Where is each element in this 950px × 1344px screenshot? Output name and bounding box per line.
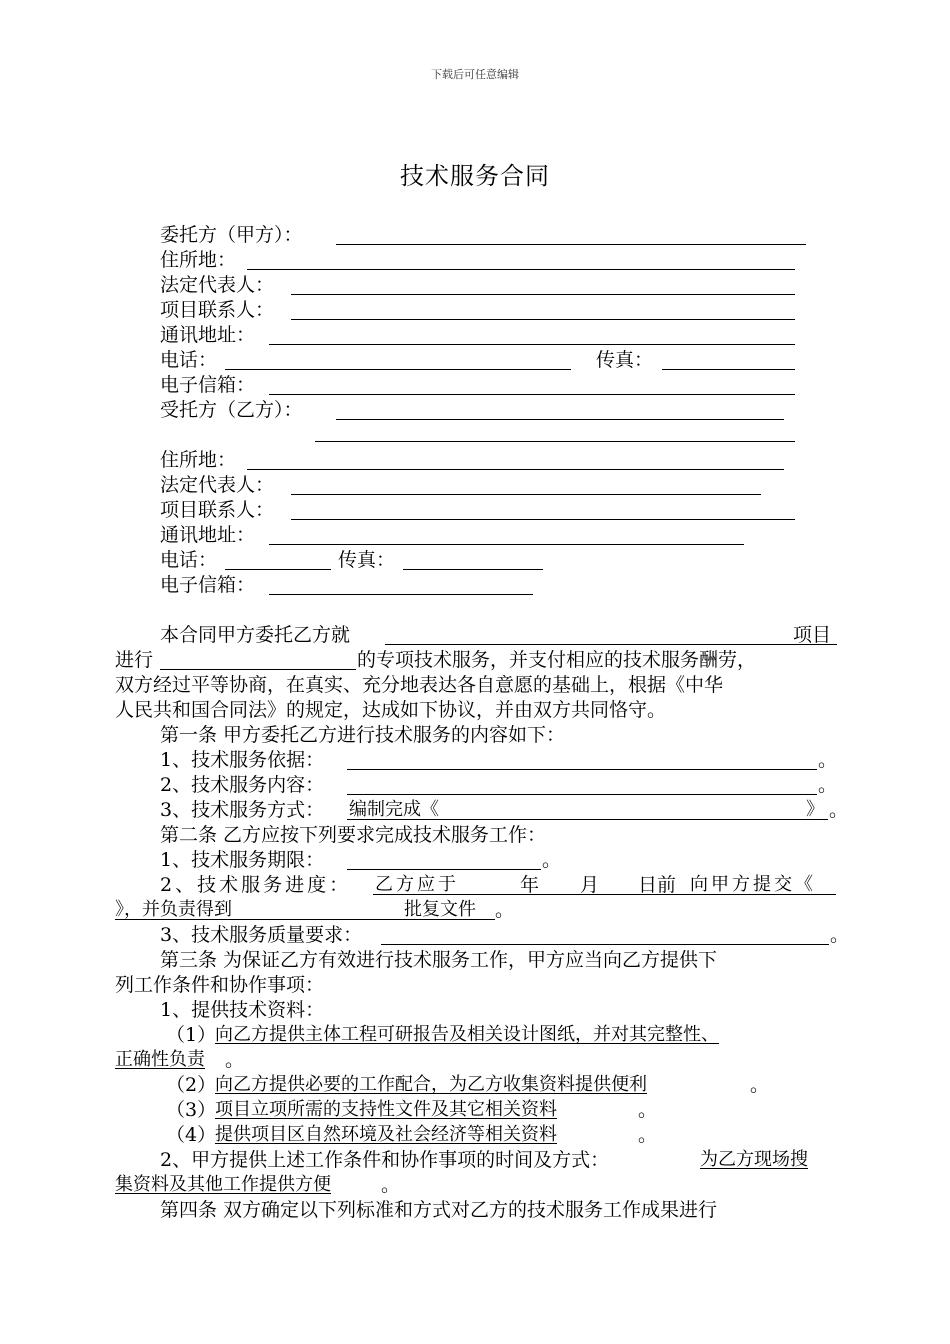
party-a-legal-rep-line[interactable]	[291, 294, 795, 295]
intro-project-line[interactable]	[385, 644, 837, 645]
art2-progress-label: 2、技术服务进度：	[160, 874, 352, 896]
art3-time-text-a: 为乙方现场搜	[700, 1149, 808, 1170]
party-b-legal-rep-label: 法定代表人：	[160, 474, 275, 496]
art1-content-line[interactable]	[347, 794, 817, 795]
party-b-mail-label: 通讯地址：	[160, 524, 256, 546]
party-b-address-line[interactable]	[247, 469, 784, 470]
party-a-phone-line[interactable]	[225, 369, 571, 370]
party-b-name-line[interactable]	[336, 419, 784, 420]
party-b-address-label: 住所地：	[160, 449, 237, 471]
art3-materials-label: 1、提供技术资料：	[160, 999, 325, 1021]
party-b-contact-line[interactable]	[291, 519, 795, 520]
party-a-fax-label: 传真：	[596, 349, 654, 371]
art2-term-line[interactable]	[347, 869, 541, 870]
party-b-fax-line[interactable]	[403, 569, 543, 570]
article-4-heading: 第四条 双方确定以下列标准和方式对乙方的技术服务工作成果进行	[160, 1199, 718, 1221]
party-a-name-line[interactable]	[336, 244, 806, 245]
art2-progress-text-2: 向甲方提交《	[690, 874, 816, 895]
party-b-phone-label: 电话：	[160, 549, 218, 571]
art3-item1-text-b: 正确性负责	[115, 1049, 205, 1070]
art2-quality-label: 3、技术服务质量要求：	[160, 924, 363, 946]
article-1-heading: 第一条 甲方委托乙方进行技术服务的内容如下：	[160, 724, 566, 746]
party-a-phone-label: 电话：	[160, 349, 218, 371]
art2-year: 年	[520, 874, 540, 896]
art3-item1-period: 。	[225, 1049, 245, 1071]
party-a-mail-label: 通讯地址：	[160, 324, 256, 346]
party-b-email-line[interactable]	[269, 594, 533, 595]
art2-progress-text-4: 批复文件	[404, 899, 476, 920]
party-b-mail-line[interactable]	[269, 544, 744, 545]
art2-term-period: 。	[542, 849, 562, 871]
art1-method-label: 3、技术服务方式：	[160, 799, 325, 821]
art2-progress-text-1: 乙方应于	[375, 874, 459, 895]
article-2-heading: 第二条 乙方应按下列要求完成技术服务工作：	[160, 824, 547, 846]
intro-line-1a: 本合同甲方委托乙方就	[160, 624, 351, 646]
intro-line-3: 双方经过平等协商，在真实、充分地表达各自意愿的基础上，根据《中华	[115, 674, 724, 696]
party-a-address-label: 住所地：	[160, 249, 237, 271]
art3-item2-num: （2）	[166, 1074, 217, 1096]
art3-time-period: 。	[381, 1174, 401, 1196]
article-3-heading-1: 第三条 为保证乙方有效进行技术服务工作，甲方应当向乙方提供下	[160, 949, 718, 971]
party-a-address-line[interactable]	[247, 269, 795, 270]
party-b-heading: 受托方（乙方）：	[160, 399, 303, 421]
art1-content-period: 。	[818, 774, 838, 796]
party-a-heading: 委托方（甲方）：	[160, 224, 303, 246]
art1-basis-line[interactable]	[347, 769, 817, 770]
document-title: 技术服务合同	[400, 162, 550, 190]
intro-service-line[interactable]	[160, 669, 356, 670]
art3-time-text-b: 集资料及其他工作提供方便	[115, 1174, 331, 1195]
party-b-phone-line[interactable]	[225, 569, 331, 570]
art3-item1-text-a: 向乙方提供主体工程可研报告及相关设计图纸，并对其完整性、	[215, 1024, 719, 1045]
art1-basis-label: 1、技术服务依据：	[160, 749, 325, 771]
art2-progress-period: 。	[495, 899, 515, 921]
header-note: 下载后可任意编辑	[431, 68, 519, 81]
art3-item2-text: 向乙方提供必要的工作配合，为乙方收集资料提供便利	[215, 1074, 647, 1095]
art2-term-label: 1、技术服务期限：	[160, 849, 325, 871]
art3-item4-num: （4）	[166, 1124, 217, 1146]
art3-item2-period: 。	[750, 1074, 770, 1096]
art3-item4-text: 提供项目区自然环境及社会经济等相关资料	[215, 1124, 557, 1145]
party-b-contact-label: 项目联系人：	[160, 499, 275, 521]
intro-line-2a: 进行	[115, 649, 154, 671]
art2-month: 月	[580, 874, 600, 896]
art2-quality-line[interactable]	[381, 944, 829, 945]
party-b-email-label: 电子信箱：	[160, 574, 256, 596]
party-a-fax-line[interactable]	[662, 369, 795, 370]
art1-content-label: 2、技术服务内容：	[160, 774, 325, 796]
art1-basis-period: 。	[818, 749, 838, 771]
intro-line-2b: 的专项技术服务，并支付相应的技术服务酬劳，	[357, 649, 757, 671]
party-a-email-line[interactable]	[269, 394, 795, 395]
party-b-name-line-2[interactable]	[315, 441, 795, 442]
art2-progress-text-3: 》，并负责得到	[115, 899, 232, 920]
intro-line-1b: 项目	[793, 624, 832, 646]
party-b-fax-label: 传真：	[338, 549, 396, 571]
art2-day: 日前	[638, 874, 677, 896]
art3-item1-num: （1）	[166, 1024, 217, 1046]
art3-item3-num: （3）	[166, 1099, 217, 1121]
article-3-heading-2: 列工作条件和协作事项：	[115, 974, 325, 996]
art2-quality-period: 。	[830, 924, 850, 946]
art3-item3-period: 。	[638, 1099, 658, 1121]
art3-item4-period: 。	[638, 1124, 658, 1146]
art3-time-label: 2、甲方提供上述工作条件和协作事项的时间及方式：	[160, 1149, 610, 1171]
party-a-mail-line[interactable]	[269, 344, 795, 345]
party-b-legal-rep-line[interactable]	[291, 494, 761, 495]
party-a-email-label: 电子信箱：	[160, 374, 256, 396]
party-a-contact-line[interactable]	[291, 319, 795, 320]
art3-item3-text: 项目立项所需的支持性文件及其它相关资料	[215, 1099, 557, 1120]
art1-method-text-b: 》	[806, 799, 824, 820]
party-a-legal-rep-label: 法定代表人：	[160, 274, 275, 296]
party-a-contact-label: 项目联系人：	[160, 299, 275, 321]
art1-method-text-a: 编制完成《	[349, 799, 439, 820]
art1-method-period: 。	[829, 799, 849, 821]
intro-line-4: 人民共和国合同法》的规定，达成如下协议，并由双方共同恪守。	[115, 699, 667, 721]
